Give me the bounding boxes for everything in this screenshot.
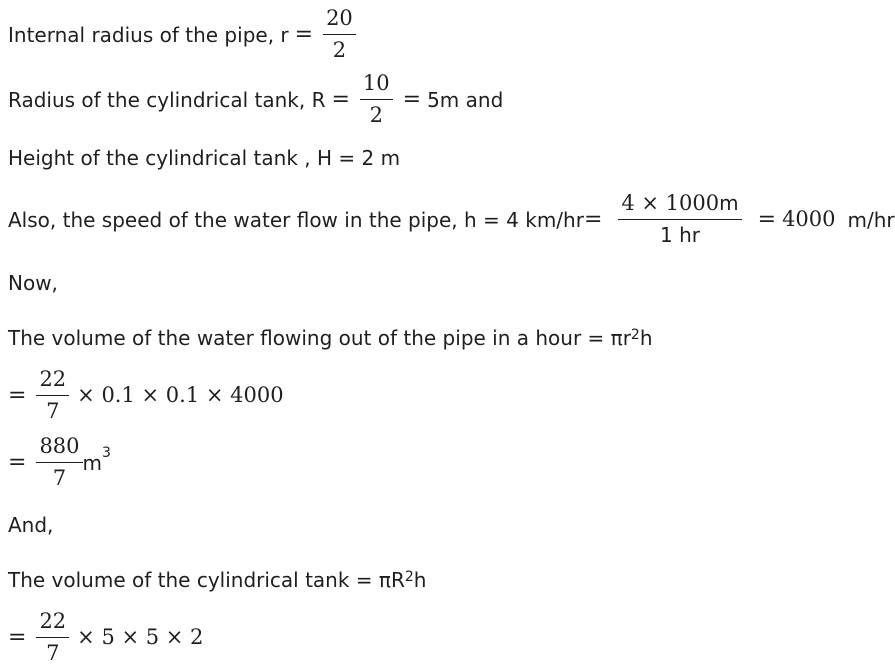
now-text: Now, (8, 271, 58, 295)
speed-unit: m/hr (847, 207, 895, 232)
fraction-numerator: 22 (39, 367, 67, 391)
line-and (8, 515, 53, 535)
numerator-unit: m (719, 191, 739, 215)
tank-volume-tail: h (413, 568, 427, 592)
line-water-volume-calc (8, 367, 284, 424)
line-tank-radius (8, 71, 503, 128)
tank-radius-text: Radius of the cylindrical tank, R (8, 87, 326, 112)
line-water-volume: The volume of the water flowing out of the pipe in a hour = πr $^2$ h (8, 326, 653, 350)
fraction (323, 6, 356, 63)
tank-volume-text: The volume of the cylindrical tank = πR (8, 568, 405, 592)
flow-speed-text: Also, the speed of the water flow in the pipe, h = 4 km/hr (8, 207, 584, 232)
fraction-bar (36, 395, 69, 396)
fraction-denominator: 2 (369, 103, 383, 128)
fraction (36, 434, 82, 491)
denominator-text: 1 hr (660, 223, 700, 248)
line-internal-radius (8, 6, 360, 63)
line-tank-height (8, 148, 400, 168)
water-volume-tail: h (639, 326, 653, 350)
fraction-denominator: 7 (46, 641, 60, 666)
fraction-bar (360, 99, 393, 100)
equals-sign: = (402, 86, 422, 112)
equals-sign: = (331, 86, 350, 112)
fraction-numerator (618, 191, 741, 216)
internal-radius-text: Internal radius of the pipe, r (8, 22, 289, 47)
and-text: And, (8, 513, 54, 537)
fraction-bar (36, 462, 82, 463)
fraction (360, 71, 393, 128)
speed-value: 4000 (782, 207, 836, 232)
fraction-numerator: 22 (39, 609, 67, 633)
fraction-numerator: 20 (326, 6, 353, 30)
water-volume-text: The volume of the water flowing out of the pipe in a hour = πr (8, 326, 631, 350)
fraction-numerator: 880 (39, 434, 80, 458)
line-water-volume-result: = $\frac{880}{7}$ m $^3$ (8, 434, 111, 491)
fraction-denominator (657, 223, 703, 248)
line-tank-volume-calc (8, 609, 203, 666)
tank-height-text: Height of the cylindrical tank , H = 2 m (8, 146, 401, 170)
fraction (618, 191, 741, 248)
fraction-bar (618, 219, 741, 220)
fraction-numerator: 10 (362, 71, 390, 95)
fraction (36, 367, 69, 424)
equals-sign: = (294, 21, 314, 47)
fraction-denominator: 2 (332, 38, 347, 63)
equals-sign: = (8, 624, 27, 650)
multiplication-expression: × 0.1 × 0.1 × 4000 (77, 383, 284, 408)
fraction-bar (323, 34, 356, 35)
line-flow-speed (8, 191, 895, 248)
equals-sign: = (8, 449, 27, 475)
tank-radius-result: 5m and (427, 87, 504, 112)
fraction-denominator: 7 (46, 399, 60, 424)
multiplication-expression: × 5 × 5 × 2 (77, 625, 204, 650)
equals-sign: = (757, 206, 777, 232)
fraction-denominator: 7 (52, 466, 67, 491)
volume-unit: m (82, 450, 103, 475)
fraction-bar (36, 637, 69, 638)
equals-sign: = (583, 206, 603, 232)
equals-sign: = (8, 382, 27, 408)
numerator-math: 4 × 1000 (621, 191, 720, 215)
line-tank-volume: The volume of the cylindrical tank = πR $^2$ h (8, 568, 427, 592)
fraction (36, 609, 69, 666)
line-now (8, 273, 58, 293)
